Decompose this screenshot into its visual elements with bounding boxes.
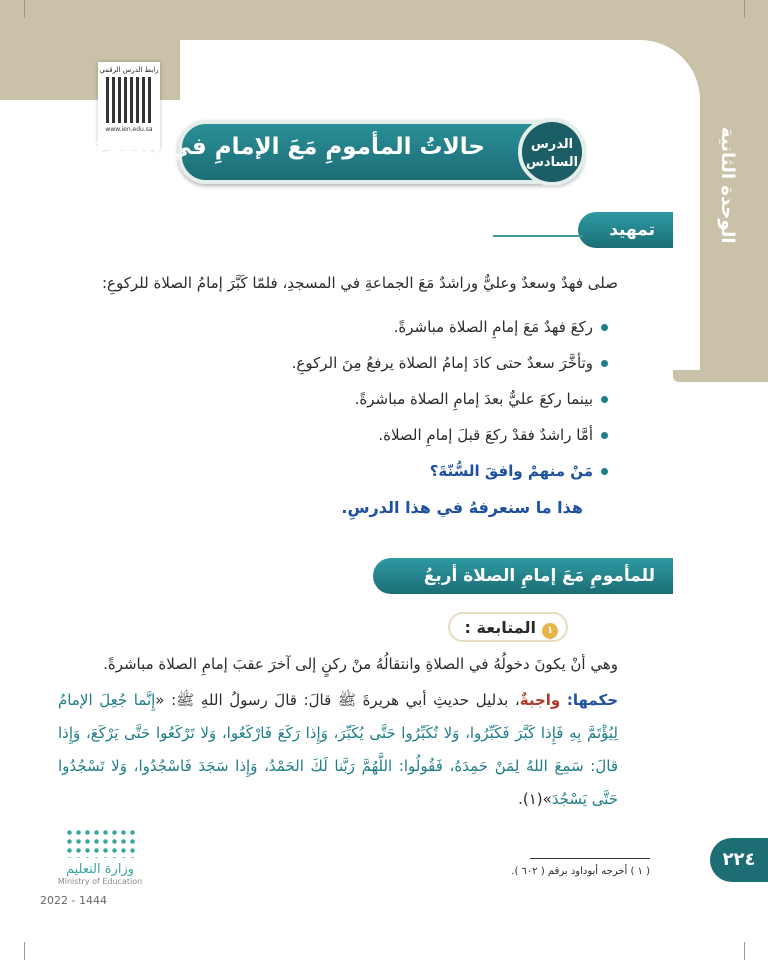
qr-code-icon[interactable] xyxy=(106,77,152,123)
list-item xyxy=(292,456,608,492)
list-item: بينما ركعَ عليٌّ بعدَ إمامِ الصلاة مباشرةً. xyxy=(292,384,608,420)
crop-mark xyxy=(24,0,25,18)
item-number: ١ xyxy=(542,623,558,639)
qr-url: www.ien.edu.sa xyxy=(105,126,153,133)
crop-mark xyxy=(744,0,745,18)
bullet-icon xyxy=(601,324,608,331)
footnote-divider xyxy=(530,858,650,859)
evidence-intro: ، بدليل حديثِ أبي هريرةَ ﷺ قالَ: قالَ رسولُ اللهِ ﷺ: « xyxy=(155,691,520,709)
list-item: ركعَ فهدٌ مَعَ إمامِ الصلاة مباشرةً. xyxy=(292,312,608,348)
ministry-logo-icon xyxy=(65,828,135,858)
hadith-citation: »(١). xyxy=(518,790,552,808)
crop-mark xyxy=(24,942,25,960)
intro-bullets xyxy=(292,312,608,492)
lesson-badge-line2: السادس xyxy=(525,155,579,170)
ministry-logo xyxy=(40,828,160,907)
ministry-name-en: Ministry of Education xyxy=(57,877,143,886)
types-header: للمأمومِ مَعَ إمامِ الصلاة أربعُ أنواع xyxy=(373,558,673,594)
intro-question: مَنْ منهمْ وافقَ السُّنّةَ؟ xyxy=(429,462,593,480)
intro-conclusion: هذا ما سنعرفهُ في هذا الدرسِ. xyxy=(341,498,583,517)
intro-header: تمهيد xyxy=(578,212,673,248)
bullet-icon xyxy=(601,396,608,403)
ruling-paragraph xyxy=(58,684,618,816)
lesson-badge-line1: الدرس xyxy=(530,137,574,152)
hadith-text: إِنَّما جُعِلَ الإمامُ لِيُؤْتَمَّ بِهِ فَإِذا كَبَّرَ فَكَبِّرُوا، وَلا تُكَبِّرُوا حَتَّى يُكَبِّرَ، وَإِذا رَكَعَ فَارْكَعُوا، وَلا تَرْكَعُوا حَتَّى يَرْكَعَ، وَإِذا قالَ: سَمِعَ اللهُ لِمَنْ حَمِدَهُ، فَقُولُوا: اللَّهُمَّ رَبَّنا لَكَ الحَمْدُ، وَإِذا سَجَدَ فَاسْجُدُوا، وَلا تَسْجُدُوا حَتَّى يَسْجُدَ xyxy=(58,691,618,808)
footnote: ( ١ ) أخرجه أبوداود برقم ( ٦٠٢ ). xyxy=(511,866,650,877)
crop-mark xyxy=(744,942,745,960)
lesson-badge xyxy=(518,118,586,186)
ruling-label: حكمها: xyxy=(566,691,618,709)
ruling-value: واجبةٌ xyxy=(519,691,561,709)
list-item: وتأخَّرَ سعدٌ حتى كادَ إمامُ الصلاة يرفعُ مِنَ الركوعِ. xyxy=(292,348,608,384)
edition-year: 2022 - 1444 xyxy=(40,894,107,907)
intro-paragraph: صلى فهدٌ وسعدٌ وعليٌّ وراشدٌ مَعَ الجماعةِ في المسجدِ، فلمّا كَبَّرَ إمامُ الصلاة للركوعِ: xyxy=(101,274,618,292)
lesson-title: حالاتُ المأمومِ مَعَ الإمامِ في الصلاةِ xyxy=(90,134,485,160)
following-label: ١المتابعة : xyxy=(448,612,568,642)
bullet-icon xyxy=(601,432,608,439)
intro-header-line xyxy=(493,235,583,237)
list-item: أمَّا راشدٌ فقدْ ركعَ قبلَ إمامِ الصلاة. xyxy=(292,420,608,456)
qr-title: رابط الدرس الرقمي xyxy=(99,66,159,74)
bullet-icon xyxy=(601,360,608,367)
bullet-icon xyxy=(601,468,608,475)
page-number: ٢٢٤ xyxy=(710,838,768,882)
ministry-name-ar: وزارة التعليم xyxy=(65,862,135,877)
unit-label: الوحدة الثانية xyxy=(717,126,738,244)
following-definition: وهي أنْ يكونَ دخولُهُ في الصلاةِ وانتقالُهُ منْ ركنٍ إلى آخرَ عقبَ إمامِ الصلاة مباشرةً. xyxy=(103,655,618,673)
